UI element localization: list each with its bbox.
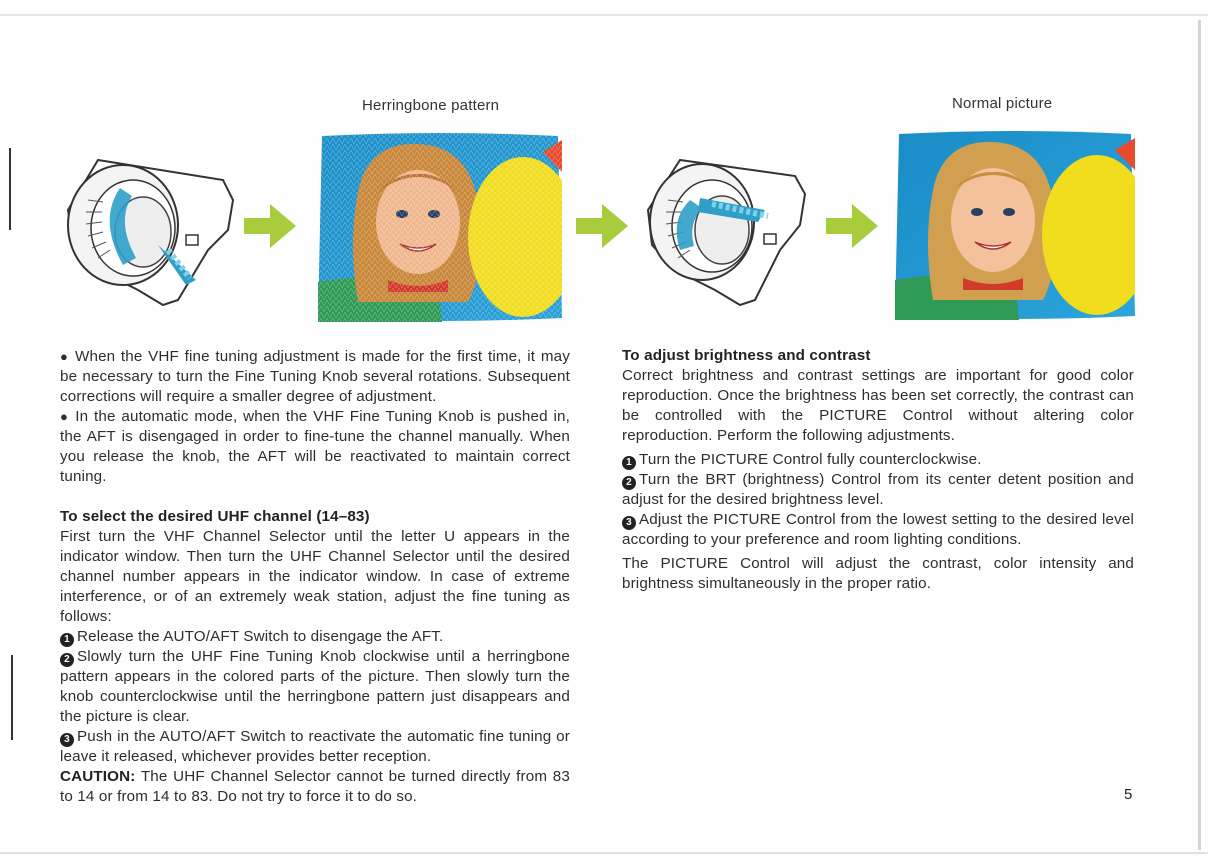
step-text: Turn the PICTURE Control fully counterclockwise. [639,451,982,468]
right-column [622,346,1134,594]
uhf-intro: First turn the VHF Channel Selector until the letter U appears in the indicator window. Then turn the UHF Channel Selector until the desired channel number appears in the indicator window. In case of extreme interference, or of an extremely weak station, adjust the fine tuning as follows: [60,528,570,625]
step-number: 3 [622,516,636,530]
caution-text: The UHF Channel Selector cannot be turned directly from 83 to 14 or from 14 to 83. Do not try to force it to do so. [60,768,570,805]
tuning-knob-clockwise-icon [58,150,238,310]
page-right-edge [1198,20,1201,850]
brightness-outro: The PICTURE Control will adjust the contrast, color intensity and brightness simultaneously in the proper ratio. [622,555,1134,592]
bullet-text: In the automatic mode, when the VHF Fine Tuning Knob is pushed in, the AFT is disengaged in order to fine-tune the channel manually. When you release the knob, the AFT will be reactivated to maintain correct tuning. [60,408,570,485]
binding-mark-bottom [11,655,13,740]
step-text: Slowly turn the UHF Fine Tuning Knob clockwise until a herringbone pattern appears in the colored parts of the picture. Then slowly turn the knob counterclockwise until the herringbone pattern just disappears and the picture is clear. [60,648,570,725]
normal-picture-caption: Normal picture [952,95,1053,112]
page-bottom-edge [0,852,1208,854]
brightness-heading: To adjust brightness and contrast [622,347,871,364]
bullet-text: When the VHF fine tuning adjustment is made for the first time, it may be necessary to turn the Fine Tuning Knob several rotations. Subsequent corrections will require a smaller degree of adjustment. [60,348,570,405]
step-item [622,450,1134,470]
step-number: 1 [60,633,74,647]
step-number: 3 [60,733,74,747]
brightness-intro: Correct brightness and contrast settings are important for good color reproduction. Once the brightness has been set correctly, the contrast can be controlled with the PICTURE Control without altering color reproduction. Perform the following adjustments. [622,367,1134,444]
right-arrow-icon [242,200,298,252]
page-top-edge [0,14,1208,16]
tuning-knob-counterclockwise-icon [640,150,820,310]
bullet-paragraph: ● In the automatic mode, when the VHF Fine Tuning Knob is pushed in, the AFT is disengaged in order to fine-tune the channel manually. When you release the knob, the AFT will be reactivated to maintain correct tuning. [60,408,570,485]
bullet-paragraph: ● When the VHF fine tuning adjustment is made for the first time, it may be necessary to turn the Fine Tuning Knob several rotations. Subsequent corrections will require a smaller degree of adjustment. [60,348,570,405]
herringbone-photo [318,132,562,322]
normal-photo [895,130,1135,320]
left-column [60,347,570,807]
step-text: Push in the AUTO/AFT Switch to reactivate the automatic fine tuning or leave it released, whichever provides better reception. [60,728,570,765]
step-number: 2 [60,653,74,667]
page-number: 5 [1124,786,1133,803]
step-item [622,470,1134,510]
step-text: Release the AUTO/AFT Switch to disengage the AFT. [77,628,444,645]
step-item [60,647,570,727]
step-item [60,627,570,647]
right-arrow-icon [824,200,880,252]
caution-paragraph [60,767,570,807]
step-text: Adjust the PICTURE Control from the lowest setting to the desired level according to your preference and room lighting conditions. [622,511,1134,548]
step-number: 1 [622,456,636,470]
step-text: Turn the BRT (brightness) Control from its center detent position and adjust for the desired brightness level. [622,471,1134,508]
step-number: 2 [622,476,636,490]
step-item [622,510,1134,550]
right-arrow-icon [574,200,630,252]
caution-label: CAUTION: [60,768,136,785]
herringbone-caption: Herringbone pattern [362,97,500,114]
step-item [60,727,570,767]
uhf-heading: To select the desired UHF channel (14–83) [60,508,370,525]
binding-mark-top [9,148,11,230]
